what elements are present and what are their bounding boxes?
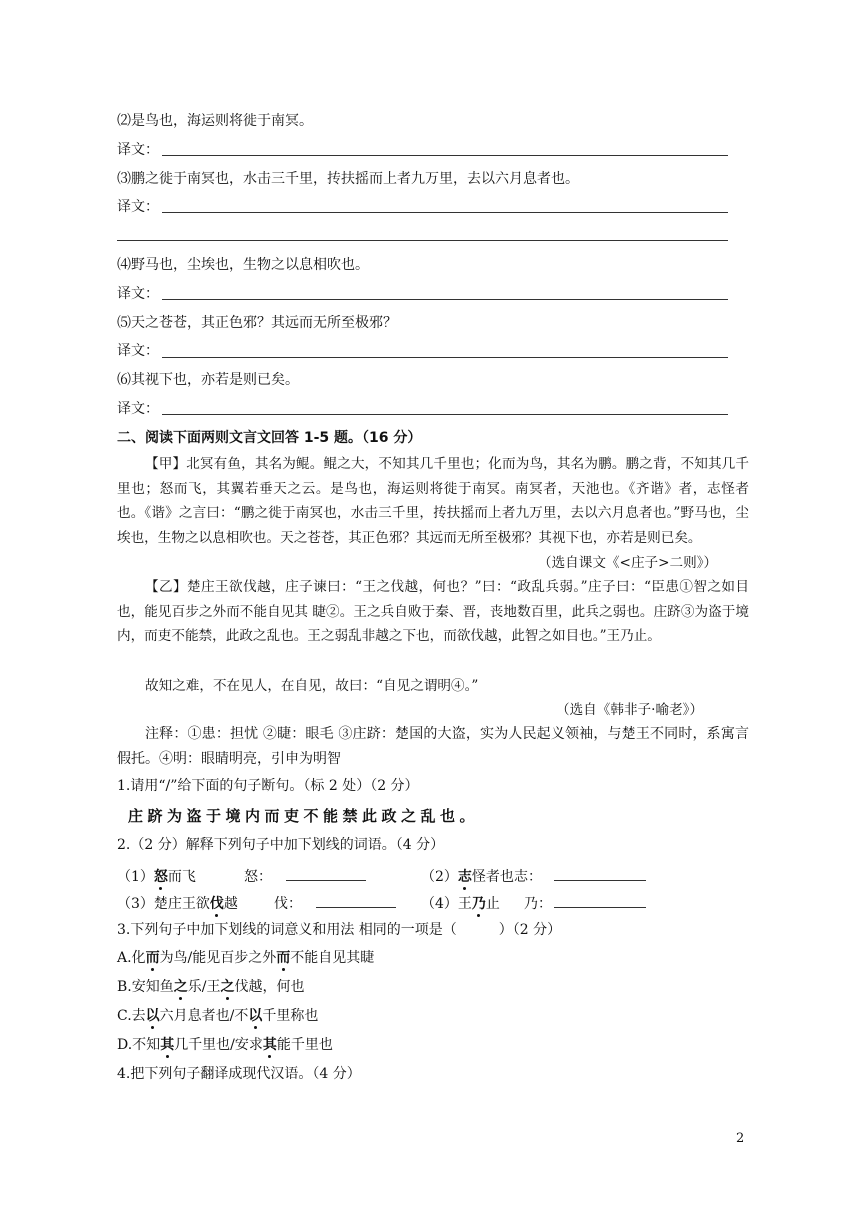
answer-line[interactable] <box>162 414 728 415</box>
answer-line[interactable] <box>117 240 728 241</box>
translation-label: 译文： <box>117 286 159 302</box>
q2-item-1: （1）怒而飞 <box>117 869 196 885</box>
page-number: 2 <box>736 1131 745 1146</box>
q2-answer-blank-1[interactable] <box>286 880 366 881</box>
q2-item-1-word: 怒： <box>244 869 272 885</box>
annotations: 注释：①患：担忧 ②睫：眼毛 ③庄跻：楚国的大盗，实为人民起义领袖，与楚王不同时，系寓言假托。④明：眼睛明亮，引申为明智 <box>117 726 749 767</box>
q2-answer-blank-2[interactable] <box>554 880 646 881</box>
passage-jia: 【甲】北冥有鱼，其名为鲲。鲲之大，不知其几千里也；化而为鸟，其名为鹏。鹏之背，不知其几千里也；怒而飞，其翼若垂天之云。是鸟也，海运则将徙于南冥。南冥者，天池也。《齐谐》者，志怪者也。《谐》之言曰：“鹏之徙于南冥也，水击三千里，抟扶摇而上者九万里，去以六月息者也。”野马也，尘埃也，生物之以息相吹也。天之苍苍，其正色邪？其远而无所至极邪？其视下也，亦若是则已矣。 <box>117 456 749 547</box>
passage-yi-conclusion: 故知之难，不在见人，在自见，故曰：“自见之谓明④。” <box>145 678 479 694</box>
q3-option-a[interactable]: A.化而为鸟/能见百步之外而不能自见其睫 <box>117 950 375 966</box>
q2-item-4: （4）王乃止 <box>421 896 500 912</box>
question-1-sentence: 庄跻为盗于境内而吏不能禁此政之乱也。 <box>128 807 480 825</box>
translation-label: 译文： <box>117 199 159 215</box>
q2-item-2-word: 志： <box>514 869 542 885</box>
question-4-prompt: 4.把下列句子翻译成现代汉语。（4 分） <box>117 1066 361 1082</box>
translation-item-2-source: ⑵是鸟也，海运则将徙于南冥。 <box>117 113 313 129</box>
source-yi: （选自《韩非子·喻老》） <box>556 702 704 718</box>
question-1-prompt: 1.请用“/”给下面的句子断句。（标 2 处）（2 分） <box>117 778 419 794</box>
question-3-prompt: 3.下列句子中加下划线的词意义和用法 相同的一项是（ ）（2 分） <box>117 922 562 938</box>
q3-option-c[interactable]: C.去以六月息者也/不以千里称也 <box>117 1008 319 1024</box>
answer-line[interactable] <box>162 155 728 156</box>
q2-answer-blank-4[interactable] <box>554 907 646 908</box>
section-heading: 二、阅读下面两则文言文回答 1-5 题。（16 分） <box>117 430 422 446</box>
translation-item-6-source: ⑹其视下也，亦若是则已矣。 <box>117 372 299 388</box>
q3-option-d[interactable]: D.不知其几千里也/安求其能千里也 <box>117 1037 333 1053</box>
q2-item-4-word: 乃： <box>524 896 552 912</box>
answer-line[interactable] <box>162 299 728 300</box>
q2-item-2: （2）志怪者也 <box>421 869 514 885</box>
q2-answer-blank-3[interactable] <box>316 907 396 908</box>
question-2-prompt: 2.（2 分）解释下列句子中加下划线的词语。（4 分） <box>117 837 445 853</box>
answer-line[interactable] <box>162 212 728 213</box>
q2-item-3-word: 伐： <box>274 896 302 912</box>
translation-label: 译文： <box>117 401 159 417</box>
translation-label: 译文： <box>117 142 159 158</box>
translation-item-4-source: ⑷野马也，尘埃也，生物之以息相吹也。 <box>117 257 369 273</box>
passage-yi: 【乙】楚庄王欲伐越，庄子谏曰：“王之伐越，何也？”曰：“政乱兵弱。”庄子曰：“臣患①智之如目也，能见百步之外而不能自见其 睫②。王之兵自败于秦、晋，丧地数百里，此兵之弱也。庄跻③为盗于境内，而吏不能禁，此政之乱也。王之弱乱非越之下也，而欲伐越，此智之如目也。”王乃止。 <box>117 579 749 645</box>
q3-option-b[interactable]: B.安知鱼之乐/王之伐越，何也 <box>117 979 305 995</box>
q2-item-3: （3）楚庄王欲伐越 <box>117 896 238 912</box>
answer-line[interactable] <box>162 357 728 358</box>
source-jia: （选自课文《<庄子>二则》） <box>538 555 718 571</box>
translation-item-3-source: ⑶鹏之徙于南冥也，水击三千里，抟扶摇而上者九万里，去以六月息者也。 <box>117 171 579 187</box>
translation-label: 译文： <box>117 343 159 359</box>
translation-item-5-source: ⑸天之苍苍，其正色邪？其远而无所至极邪？ <box>117 315 397 331</box>
